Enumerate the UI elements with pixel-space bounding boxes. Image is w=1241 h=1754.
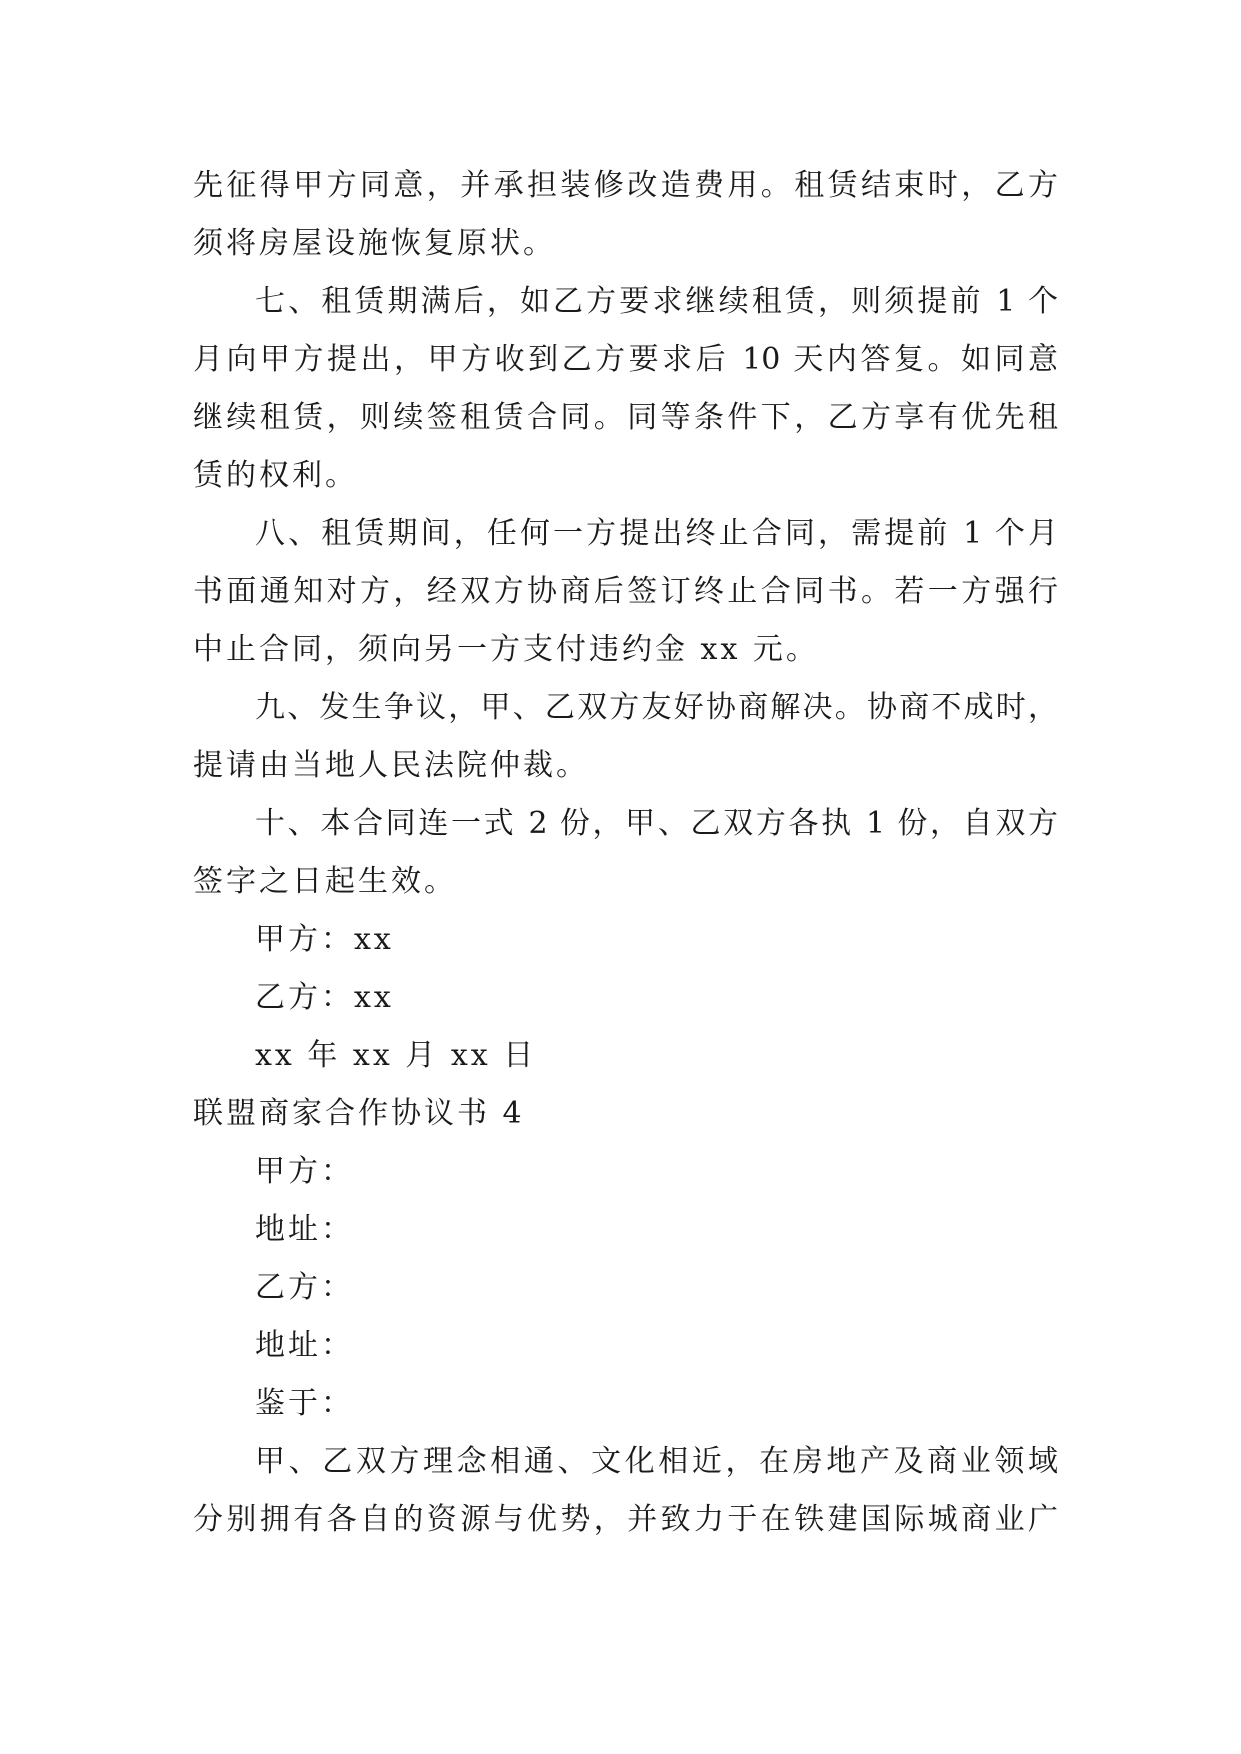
clause-8-line: 八、租赁期间，任何一方提出终止合同，需提前 1 个月 (255, 516, 1058, 551)
field-party-b: 乙方： (255, 1270, 354, 1305)
field-address-a: 地址： (255, 1212, 354, 1247)
clause-7-line: 赁的权利。 (193, 458, 358, 493)
body-line: 甲、乙双方理念相通、文化相近，在房地产及商业领域 (255, 1444, 1058, 1479)
text-line: 先征得甲方同意，并承担装修改造费用。租赁结束时，乙方 (193, 168, 1058, 203)
body-line: 分别拥有各自的资源与优势，并致力于在铁建国际城商业广 (193, 1502, 1058, 1537)
clause-9-line: 九、发生争议，甲、乙双方友好协商解决。协商不成时， (255, 690, 1058, 725)
clause-7-line: 月向甲方提出，甲方收到乙方要求后 10 天内答复。如同意 (193, 342, 1058, 377)
agreement-title: 联盟商家合作协议书 4 (193, 1096, 525, 1131)
field-party-a: 甲方： (255, 1154, 354, 1189)
clause-7-line: 七、租赁期满后，如乙方要求继续租赁，则须提前 1 个 (255, 284, 1058, 319)
clause-8-line: 书面通知对方，经双方协商后签订终止合同书。若一方强行 (193, 574, 1058, 609)
clause-8-line: 中止合同，须向另一方支付违约金 xx 元。 (193, 632, 819, 667)
text-line: 须将房屋设施恢复原状。 (193, 226, 556, 261)
clause-9-line: 提请由当地人民法院仲裁。 (193, 748, 589, 783)
signature-party-b: 乙方：xx (255, 980, 394, 1015)
clause-10-line: 十、本合同连一式 2 份，甲、乙双方各执 1 份，自双方 (255, 806, 1058, 841)
field-whereas: 鉴于： (255, 1386, 354, 1421)
document-body (193, 157, 1058, 1549)
field-address-b: 地址： (255, 1328, 354, 1363)
clause-10-line: 签字之日起生效。 (193, 864, 457, 899)
signature-party-a: 甲方：xx (255, 922, 394, 957)
clause-7-line: 继续租赁，则续签租赁合同。同等条件下，乙方享有优先租 (193, 400, 1058, 435)
signature-date: xx 年 xx 月 xx 日 (255, 1038, 537, 1073)
